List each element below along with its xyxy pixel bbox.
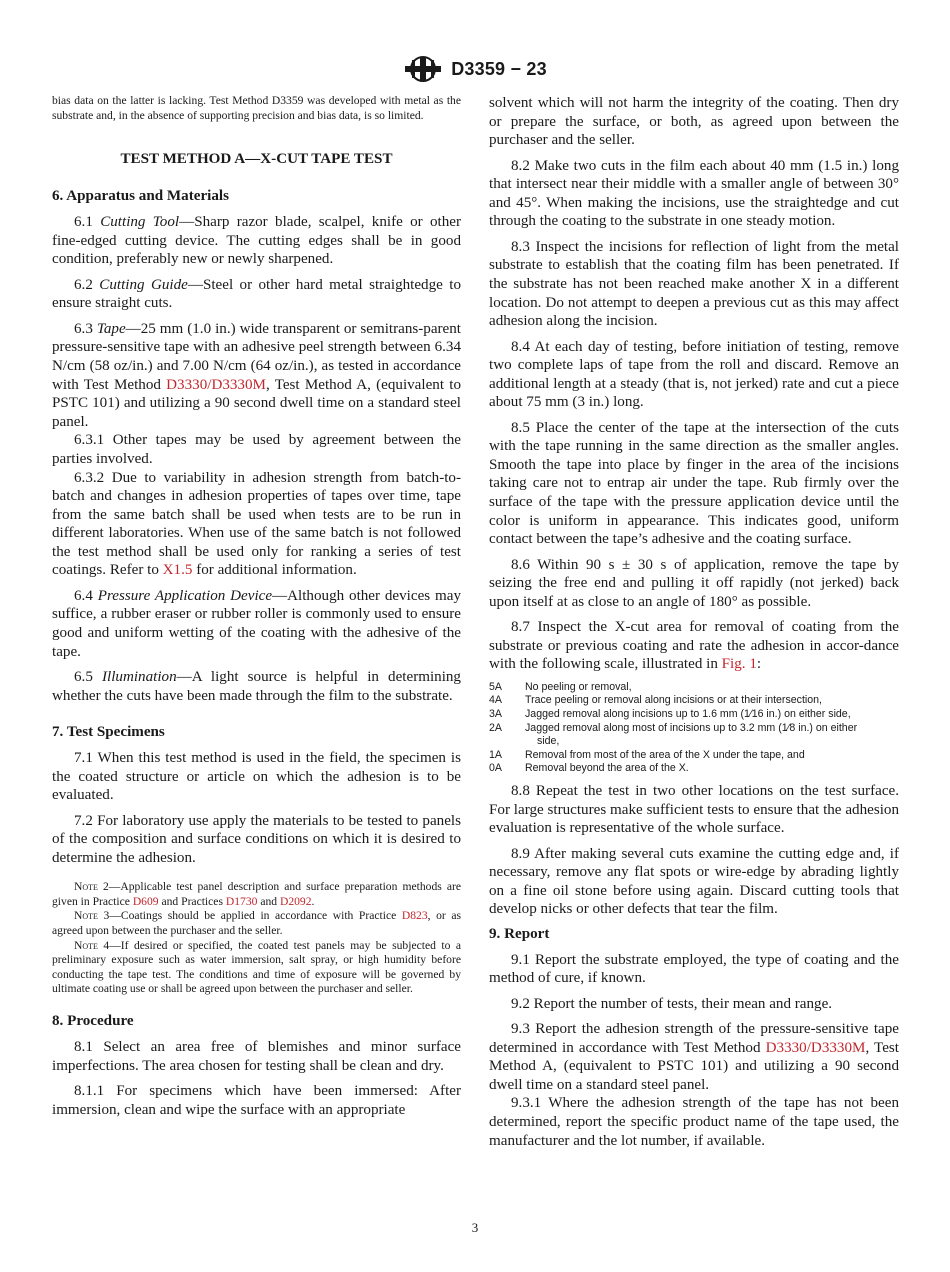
para-7-2: 7.2 For laboratory use apply the materials to be tested to panels of the composition and surface conditions on which it is desired to determine the adhesion. — [52, 812, 461, 866]
page-header — [0, 56, 950, 82]
link-d2092[interactable]: D2092 — [279, 894, 312, 908]
rating-row: 1A Removal from most of the area of the X under the tape, and — [489, 748, 805, 761]
para-9-2: 9.2 Report the number of tests, their mean and range. — [511, 995, 833, 1012]
para-6-2: 6.2 Cutting Guide—Steel or other hard metal straightedge to ensure straight cuts. — [52, 276, 461, 312]
para-8-4: 8.4 At each day of testing, before initiation of testing, remove two complete laps of tape from the roll and discard. Remove an additional length at a steady (that is, not jerked) rate and cut a piece about 75 mm (3 in.) long. — [489, 338, 899, 411]
intro-text: bias data on the latter is lacking. Test Method D3359 was developed with metal as the substrate and, in the absence of supporting precision and bias data, is so limited. — [52, 94, 461, 122]
method-title: TEST METHOD A—X-CUT TAPE TEST — [120, 151, 393, 168]
para-8-1-1-cont: solvent which will not harm the integrity of the coating. Then dry or prepare the surface, or both, as agreed upon between the purchaser and the seller. — [489, 95, 899, 149]
link-x1-5[interactable]: X1.5 — [162, 562, 193, 579]
para-9-3-1: 9.3.1 Where the adhesion strength of the tape has not been determined, report the specific product name of the tape used, the manufacturer and the lot number, if available. — [489, 1095, 899, 1149]
note-4: Note 4—If desired or specified, the coated test panels may be subjected to a preliminary exposure such as water immersion, salt spray, or high humidity before conducting the tape test. The conditions and time of exposure will be governed by ultimate coating use or shall be agreed upon between the purchaser and seller. — [52, 938, 462, 996]
link-d1730[interactable]: D1730 — [225, 894, 258, 908]
para-6-1: 6.1 Cutting Tool—Sharp razor blade, scalpel, knife or other fine-edged cutting device. The cutting edges shall be in good condition, preferably new or newly sharpened. — [52, 214, 462, 268]
para-7-1: 7.1 When this test method is used in the field, the specimen is the coated structure or article on which the adhesion is to be evaluated. — [52, 750, 461, 804]
rating-scale — [489, 681, 899, 776]
para-9-3: 9.3 Report the adhesion strength of the pressure-sensitive tape determined in accordance with Test Method D3330/D3330M, Test Method A, (equivalent to PSTC 101) and utilizing a 90 second dwell time on a standard steel panel. — [489, 1021, 899, 1093]
page-number: 3 — [471, 1220, 479, 1235]
section-7-heading: 7. Test Specimens — [52, 724, 165, 741]
para-6-3: 6.3 Tape—25 mm (1.0 in.) wide transparent or semitrans-parent pressure-sensitive tape with an adhesive peel strength between 6.34 N/cm (58 oz/in.) and 7.00 N/cm (64 oz/in.), as tested in accordance with Test Method D3330/D3330M, Test Method A, (equivalent to PSTC 101) and utilizing a 90 second dwell time on a standard steel panel. — [52, 320, 461, 430]
para-8-9: 8.9 After making several cuts examine the cutting edge and, if necessary, remove any flat spots or wire-edge by abrading lightly on a fine oil stone before using again. Discard cutting tools that develop nicks or other defects that tear the film. — [489, 845, 899, 918]
para-8-5: 8.5 Place the center of the tape at the intersection of the cuts with the tape running in the same direction as the smaller angles. Smooth the tape into place by finger in the area of the incisions taking care not to entrap air under the tape. Rub firmly over the surface of the tape with the pressure application device until the color is uniform in appearance. This indicates good, uniform contact between the tape’s adhesive and the coating surface. — [489, 419, 899, 548]
astm-logo-icon — [403, 56, 443, 82]
rating-row: 0A Removal beyond the area of the X. — [489, 762, 689, 775]
para-8-8: 8.8 Repeat the test in two other locations on the test surface. For large structures make sufficient tests to ensure that the adhesion evaluation is representative of the whole surface. — [489, 782, 899, 837]
rating-row: 3A Jagged removal along incisions up to 1.6 mm (1⁄16 in.) on either side, — [489, 707, 851, 720]
para-8-3: 8.3 Inspect the incisions for reflection of light from the metal substrate to establish that the coating film has been penetrated. If the substrate has not been reached make another X in a different location. Do not attempt to deepen a previous cut as this may affect adhesion along the incision. — [489, 238, 899, 330]
link-d3330[interactable]: D3330/D3330M — [166, 376, 266, 393]
para-6-3-1: 6.3.1 Other tapes may be used by agreement between the parties involved. — [52, 432, 461, 467]
para-6-5: 6.5 Illumination—A light source is helpful in determining whether the cuts have been made through the film to the substrate. — [52, 669, 461, 704]
link-d823[interactable]: D823 — [401, 909, 428, 923]
para-6-4: 6.4 Pressure Application Device—Although other devices may suffice, a rubber eraser or rubber roller is commonly used to ensure good and uniform wetting of the coating with the adhesive of the tape. — [52, 587, 461, 660]
link-d3330-report[interactable]: D3330/D3330M — [765, 1039, 866, 1056]
para-8-2: 8.2 Make two cuts in the film each about 40 mm (1.5 in.) long that intersect near their middle with a smaller angle of between 30° and 45°. When making the incisions, use the straightedge and cut through the coating to the substrate in one steady motion. — [489, 157, 899, 230]
section-8-heading: 8. Procedure — [52, 1012, 134, 1029]
para-8-1: 8.1 Select an area free of blemishes and minor surface imperfections. The area chosen for testing shall be clean and dry. — [52, 1038, 461, 1074]
section-9-heading: 9. Report — [489, 925, 550, 942]
link-fig-1[interactable]: Fig. 1 — [721, 656, 757, 673]
link-d609[interactable]: D609 — [132, 894, 159, 908]
para-8-7: 8.7 Inspect the X-cut area for removal of coating from the substrate or previous coating and rate the adhesion in accor-dance with the following scale, illustrated in Fig. 1: — [489, 619, 899, 673]
rating-row: 5A No peeling or removal, — [489, 680, 632, 693]
para-6-3-2: 6.3.2 Due to variability in adhesion strength from batch-to-batch and changes in adhesion properties of tapes over time, tape from the same batch shall be used when tests are to be run in different laboratories. When use of the same batch is not followed the test method shall be used only for ranking a series of test coatings. Refer to X1.5 for additional information. — [52, 469, 461, 579]
rating-row: 2A Jagged removal along most of incisions up to 3.2 mm (1⁄8 in.) on either side, — [489, 721, 858, 748]
section-6-heading: 6. Apparatus and Materials — [52, 188, 229, 205]
note-3: Note 3—Coatings should be applied in accordance with Practice D823, or as agreed upon between the purchaser and the seller. — [52, 909, 461, 937]
para-8-1-1: 8.1.1 For specimens which have been immersed: After immersion, clean and wipe the surface with an appropriate — [52, 1082, 461, 1118]
para-9-1: 9.1 Report the substrate employed, the type of coating and the method of cure, if known. — [489, 951, 899, 987]
note-2: Note 2—Applicable test panel description and surface preparation methods are given in Practice D609 and Practices D1730 and D2092. — [52, 880, 461, 908]
rating-row: 4A Trace peeling or removal along incisions or at their intersection, — [489, 694, 822, 707]
left-column — [52, 94, 461, 1119]
para-8-6: 8.6 Within 90 s ± 30 s of application, remove the tape by seizing the free end and pulling it off rapidly (not jerked) back upon itself at as close to an angle of 180° as possible. — [489, 556, 899, 610]
standard-designation: D3359 − 23 — [451, 58, 547, 79]
right-column — [489, 94, 899, 1150]
